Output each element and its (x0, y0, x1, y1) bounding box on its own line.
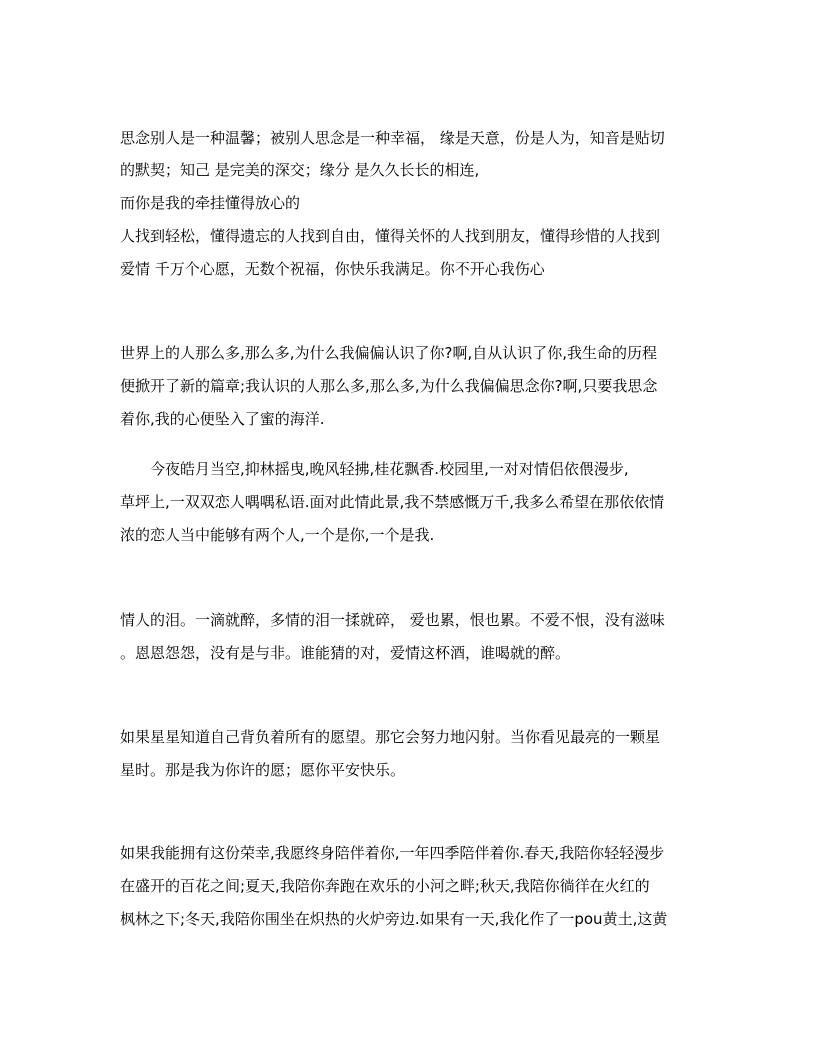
paragraph-5-line-2: 星时。那是我为你许的愿；愿你平安快乐。 (120, 761, 406, 779)
paragraph-1-line-3: 而你是我的牵挂懂得放心的 (120, 194, 301, 212)
paragraph-6-line-2: 在盛开的百花之间;夏天,我陪你奔跑在欢乐的小河之畔;秋天,我陪你徜徉在火红的 (120, 877, 650, 895)
paragraph-4-line-2: 。恩恩怨怨，没有是与非。谁能猜的对，爱情这杯酒，谁喝就的醉。 (120, 644, 571, 662)
paragraph-2-line-3: 着你,我的心便坠入了蜜的海洋. (120, 410, 325, 428)
paragraph-4-line-1: 情人的泪。一滴就醉，多情的泪一揉就碎， 爱也累，恨也累。不爱不恨，没有滋味 (120, 611, 665, 629)
paragraph-3-line-1: 今夜皓月当空,抑林摇曳,晚风轻拂,桂花飘香.校园里,一对对情侣依偎漫步, (150, 460, 629, 478)
paragraph-3-line-2: 草坪上,一双双恋人喁喁私语.面对此情此景,我不禁感慨万千,我多么希望在那依依情 (120, 493, 665, 511)
paragraph-3-line-3: 浓的恋人当中能够有两个人,一个是你,一个是我. (120, 526, 435, 544)
paragraph-6-line-1: 如果我能拥有这份荣幸,我愿终身陪伴着你,一年四季陪伴着你.春天,我陪你轻轻漫步 (120, 844, 665, 862)
paragraph-1-line-1: 思念别人是一种温馨；被别人思念是一种幸福， 缘是天意，份是人为，知音是贴切 (120, 129, 665, 147)
paragraph-5-line-1: 如果星星知道自己背负着所有的愿望。那它会努力地闪射。当你看见最亮的一颗星 (120, 728, 661, 746)
paragraph-1-line-2: 的默契；知己 是完美的深交；缘分 是久久长长的相连, (120, 161, 480, 179)
paragraph-2-line-1: 世界上的人那么多,那么多,为什么我偏偏认识了你?啊,自从认识了你,我生命的历程 (120, 344, 658, 362)
paragraph-2-line-2: 便掀开了新的篇章;我认识的人那么多,那么多,为什么我偏偏思念你?啊,只要我思念 (120, 377, 658, 395)
paragraph-1-line-4: 人找到轻松，懂得遗忘的人找到自由，懂得关怀的人找到朋友，懂得珍惜的人找到 (120, 227, 661, 245)
paragraph-1-line-5: 爱情 千万个心愿，无数个祝福，你快乐我满足。你不开心我伤心 (120, 260, 545, 278)
paragraph-6-line-3: 枫林之下;冬天,我陪你围坐在炽热的火炉旁边.如果有一天,我化作了一pou黄土,这黄 (120, 910, 668, 928)
